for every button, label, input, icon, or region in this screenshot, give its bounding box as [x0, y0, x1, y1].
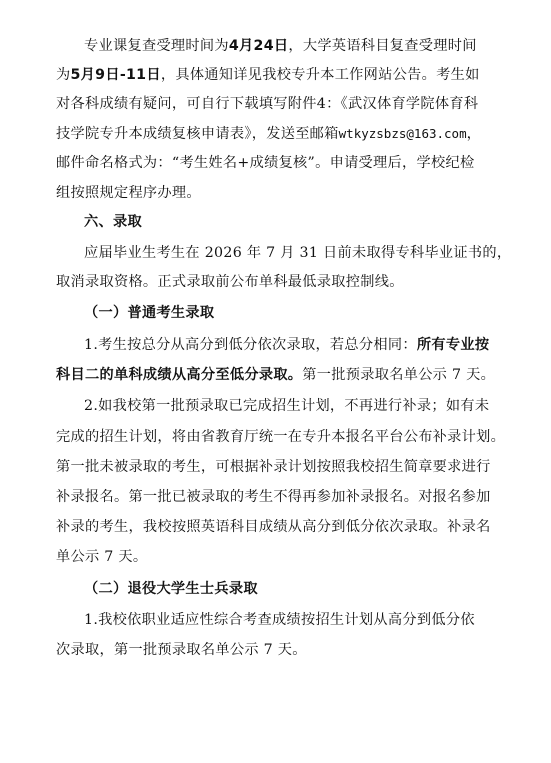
paragraph-review-line-6: 组按照规定程序办理。: [56, 185, 201, 201]
bold-date-run: 4月24日: [228, 38, 289, 54]
paragraph-review-line-1: [84, 36, 477, 56]
section-heading-admission: 六、录取: [84, 214, 142, 230]
regular-item-1-line-1: [84, 335, 489, 355]
text-run: 1.考生按总分从高分到低分依次录取，若总分相同：: [84, 337, 417, 353]
email-address: wtkyzsbzs@163.com: [338, 126, 467, 141]
text-run: 第一批预录取名单公示 7 天。: [302, 367, 496, 383]
section-admission-line-1: 应届毕业生考生在 2026 年 7 月 31 日前未取得专科毕业证书的，: [84, 245, 512, 261]
regular-item-2-line-2: 完成的招生计划，将由省教育厅统一在专升本报名平台公布补录计划。: [56, 429, 506, 445]
regular-item-2-line-3: 第一批未被录取的考生，可根据补录计划按照我校招生简章要求进行: [56, 459, 491, 475]
section-admission-line-2: 取消录取资格。正式录取前公布单科最低录取控制线。: [56, 274, 404, 290]
subheading-regular-admission: （一）普通考生录取: [84, 305, 215, 321]
paragraph-review-line-5: 邮件命名格式为：“考生姓名+成绩复核”。申请受理后，学校纪检: [56, 155, 475, 171]
regular-item-2-line-6: 单公示 7 天。: [56, 549, 148, 565]
regular-item-2-line-1: 2.如我校第一批预录取已完成招生计划，不再进行补录；如有未: [84, 398, 490, 414]
text-run: 为: [56, 67, 71, 83]
regular-item-1-line-2: [56, 365, 495, 385]
text-run: 专业课复查受理时间为: [84, 38, 229, 54]
text-run: ，: [466, 126, 482, 142]
text-run: ，大学英语科目复查受理时间: [288, 38, 477, 54]
bold-rule-run: 所有专业按: [416, 337, 490, 353]
text-run: 技学院专升本成绩复核申请表》，发送至邮箱: [56, 126, 339, 142]
regular-item-2-line-5: 补录的考生，我校按照英语科目成绩从高分到低分依次录取。补录名: [56, 519, 491, 535]
veteran-item-1-line-1: 1.我校依职业适应性综合考查成绩按招生计划从高分到低分依: [84, 612, 475, 628]
bold-date-run: 5月9日-11日: [70, 67, 161, 83]
text-run: ，具体通知详见我校专升本工作网站公告。考生如: [160, 67, 480, 83]
paragraph-review-line-2: [56, 65, 480, 85]
subheading-veteran-admission: （二）退役大学生士兵录取: [84, 581, 258, 597]
regular-item-2-line-4: 补录报名。第一批已被录取的考生不得再参加补录报名。对报名参加: [56, 489, 491, 505]
bold-rule-run: 科目二的单科成绩从高分至低分录取。: [56, 367, 303, 383]
veteran-item-1-line-2: 次录取，第一批预录取名单公示 7 天。: [56, 642, 307, 658]
paragraph-review-line-3: 对各科成绩有疑问，可自行下载填写附件4：《武汉体育学院体育科: [56, 96, 479, 112]
paragraph-review-line-4: [56, 124, 481, 144]
